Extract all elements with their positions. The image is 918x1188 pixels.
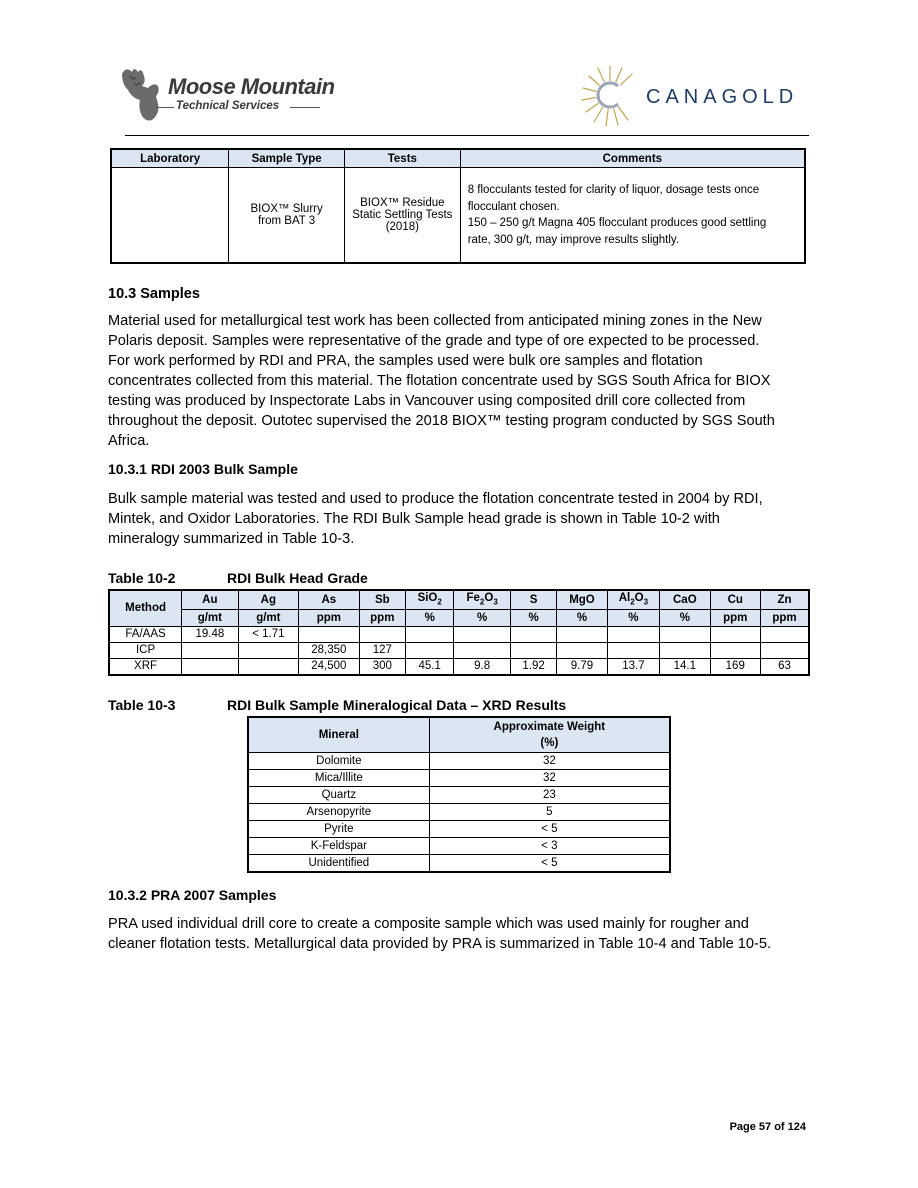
value-cell (760, 643, 809, 659)
column-header: Cu (710, 590, 760, 610)
value-cell (359, 627, 405, 643)
text-line: Bulk sample material was tested and used to produce the flotation concentrate tested in 2004 by RDI, (108, 491, 763, 507)
value-cell: 127 (359, 643, 405, 659)
table-number: Table 10-3 (108, 697, 176, 713)
text-line: For work performed by RDI and PRA, the samples used were bulk ore samples and flotation (108, 353, 703, 369)
column-header: Ag (238, 590, 299, 610)
column-header: Comments (460, 149, 805, 168)
section-heading: 10.3 Samples (108, 286, 200, 302)
table-row (111, 168, 805, 264)
weight-cell: 5 (429, 804, 670, 821)
page-number: Page 57 of 124 (729, 1121, 806, 1133)
table-row (248, 838, 670, 855)
value-cell: 9.8 (454, 659, 510, 676)
unit-header: % (406, 610, 454, 627)
value-cell: 169 (710, 659, 760, 676)
value-cell: 24,500 (299, 659, 360, 676)
section-paragraph (108, 311, 808, 451)
laboratory-cell (111, 168, 229, 264)
value-cell (182, 643, 238, 659)
mineral-cell: Unidentified (248, 855, 429, 873)
laboratory-tests-table (110, 148, 806, 264)
value-cell (710, 627, 760, 643)
moose-mountain-logo (118, 62, 348, 126)
column-header: Zn (760, 590, 809, 610)
mineralogy-table (247, 716, 671, 873)
table-title: RDI Bulk Sample Mineralogical Data – XRD Results (227, 697, 567, 713)
value-cell: 9.79 (557, 659, 607, 676)
column-header: MgO (557, 590, 607, 610)
cell-line: rate, 300 g/t, may improve results slightly. (467, 233, 680, 246)
weight-cell: 32 (429, 753, 670, 770)
weight-cell: < 5 (429, 855, 670, 873)
table-caption (108, 697, 566, 713)
value-cell (607, 643, 659, 659)
value-cell (710, 643, 760, 659)
weight-cell: 32 (429, 770, 670, 787)
method-header: Method (109, 590, 182, 627)
value-cell (557, 627, 607, 643)
header-line: Approximate Weight (493, 721, 606, 733)
canagold-logo (580, 62, 810, 132)
column-header: Laboratory (111, 149, 229, 168)
logo-subtitle: Technical Services (176, 100, 280, 112)
subsection-heading: 10.3.2 PRA 2007 Samples (108, 887, 277, 903)
header-line: (%) (540, 737, 559, 749)
value-cell: 45.1 (406, 659, 454, 676)
table-unit-row (109, 610, 809, 627)
comments-cell (460, 168, 805, 264)
unit-header: ppm (359, 610, 405, 627)
value-cell: 28,350 (299, 643, 360, 659)
value-cell (760, 627, 809, 643)
column-header: S (510, 590, 556, 610)
cell-line: (2018) (385, 221, 419, 233)
cell-line: flocculant chosen. (467, 200, 560, 213)
unit-header: % (607, 610, 659, 627)
value-cell (510, 643, 556, 659)
value-cell: 19.48 (182, 627, 238, 643)
weight-cell: < 3 (429, 838, 670, 855)
column-header: Sample Type (229, 149, 345, 168)
text-line: Africa. (108, 433, 150, 449)
canagold-wordmark: CANAGOLD (646, 86, 799, 108)
value-cell: 14.1 (660, 659, 710, 676)
column-header: CaO (660, 590, 710, 610)
value-cell (406, 643, 454, 659)
table-caption (108, 570, 368, 586)
unit-header: g/mt (182, 610, 238, 627)
method-cell: XRF (109, 659, 182, 676)
table-row (248, 787, 670, 804)
mineral-cell: Dolomite (248, 753, 429, 770)
mineral-cell: Mica/Illite (248, 770, 429, 787)
column-header: As (299, 590, 360, 610)
text-line: cleaner flotation tests. Metallurgical data provided by PRA is summarized in Table 10-4 and Table 10-5. (108, 936, 772, 952)
logo-title: Moose Mountain (168, 74, 335, 99)
subsection-heading: 10.3.1 RDI 2003 Bulk Sample (108, 461, 298, 477)
value-cell: 63 (760, 659, 809, 676)
table-header-row (248, 717, 670, 753)
head-grade-table (108, 589, 810, 676)
column-header: $Fe_2O_3$ (454, 590, 510, 610)
mineral-cell: Arsenopyrite (248, 804, 429, 821)
unit-header: g/mt (238, 610, 299, 627)
logo-divider (290, 107, 320, 108)
table-header-row (109, 590, 809, 610)
value-cell (406, 627, 454, 643)
unit-header: % (510, 610, 556, 627)
table-row (248, 753, 670, 770)
section-paragraph (108, 489, 808, 549)
sunburst-icon (580, 62, 640, 128)
value-cell: < 1.71 (238, 627, 299, 643)
page-header (118, 62, 810, 132)
value-cell (660, 643, 710, 659)
cell-line: BIOX™ Slurry (250, 203, 323, 215)
value-cell (557, 643, 607, 659)
mineral-cell: Pyrite (248, 821, 429, 838)
value-cell (182, 659, 238, 676)
column-header: Tests (344, 149, 460, 168)
cell-line: from BAT 3 (258, 215, 316, 227)
column-header (429, 717, 670, 753)
value-cell (238, 643, 299, 659)
text-line: Polaris deposit. Samples were representative of the grade and type of ore expected to be processed. (108, 333, 760, 349)
unit-header: % (660, 610, 710, 627)
mineral-cell: Quartz (248, 787, 429, 804)
table-header-row (111, 149, 805, 168)
table-row (109, 643, 809, 659)
value-cell (607, 627, 659, 643)
logo-divider (156, 107, 174, 108)
value-cell: 300 (359, 659, 405, 676)
value-cell (510, 627, 556, 643)
table-row (248, 770, 670, 787)
value-cell (299, 627, 360, 643)
weight-cell: 23 (429, 787, 670, 804)
value-cell (454, 627, 510, 643)
cell-line: 8 flocculants tested for clarity of liquor, dosage tests once (467, 184, 760, 196)
text-line: PRA used individual drill core to create a composite sample which was used mainly for rougher and (108, 916, 749, 932)
sample-type-cell (229, 168, 345, 264)
unit-header: ppm (299, 610, 360, 627)
unit-header: ppm (710, 610, 760, 627)
value-cell (238, 659, 299, 676)
section-paragraph (108, 914, 808, 954)
text-line: concentrates collected from this material. The flotation concentrate used by SGS South Africa for BIOX (108, 373, 771, 389)
value-cell: 1.92 (510, 659, 556, 676)
table-row (248, 804, 670, 821)
text-line: Mintek, and Oxidor Laboratories. The RDI Bulk Sample head grade is shown in Table 10-2 with (108, 511, 720, 527)
value-cell (660, 627, 710, 643)
header-divider (125, 135, 809, 136)
cell-line: Static Settling Tests (352, 209, 453, 221)
unit-header: % (557, 610, 607, 627)
method-cell: ICP (109, 643, 182, 659)
column-header: Au (182, 590, 238, 610)
method-cell: FA/AAS (109, 627, 182, 643)
cell-line: BIOX™ Residue (360, 197, 445, 209)
text-line: mineralogy summarized in Table 10-3. (108, 531, 355, 547)
weight-cell: < 5 (429, 821, 670, 838)
column-header: SiO$_2$ (406, 590, 454, 610)
table-row (109, 627, 809, 643)
unit-header: ppm (760, 610, 809, 627)
text-line: Material used for metallurgical test work has been collected from anticipated mining zones in the New (108, 313, 762, 329)
column-header: Sb (359, 590, 405, 610)
cell-line: 150 – 250 g/t Magna 405 flocculant produces good settling (467, 217, 767, 229)
mineral-cell: K-Feldspar (248, 838, 429, 855)
table-row (248, 821, 670, 838)
text-line: throughout the deposit. Outotec supervised the 2018 BIOX™ testing program conducted by SGS South (108, 413, 775, 429)
value-cell: 13.7 (607, 659, 659, 676)
column-header: Mineral (248, 717, 429, 753)
table-row (109, 659, 809, 676)
text-line: testing was produced by Inspectorate Labs in Vancouver using composited drill core collected from (108, 393, 746, 409)
value-cell (454, 643, 510, 659)
table-row (248, 855, 670, 873)
unit-header: % (454, 610, 510, 627)
column-header: $Al_2O_3$ (607, 590, 659, 610)
table-title: RDI Bulk Head Grade (227, 570, 368, 586)
table-number: Table 10-2 (108, 570, 176, 586)
tests-cell (344, 168, 460, 264)
